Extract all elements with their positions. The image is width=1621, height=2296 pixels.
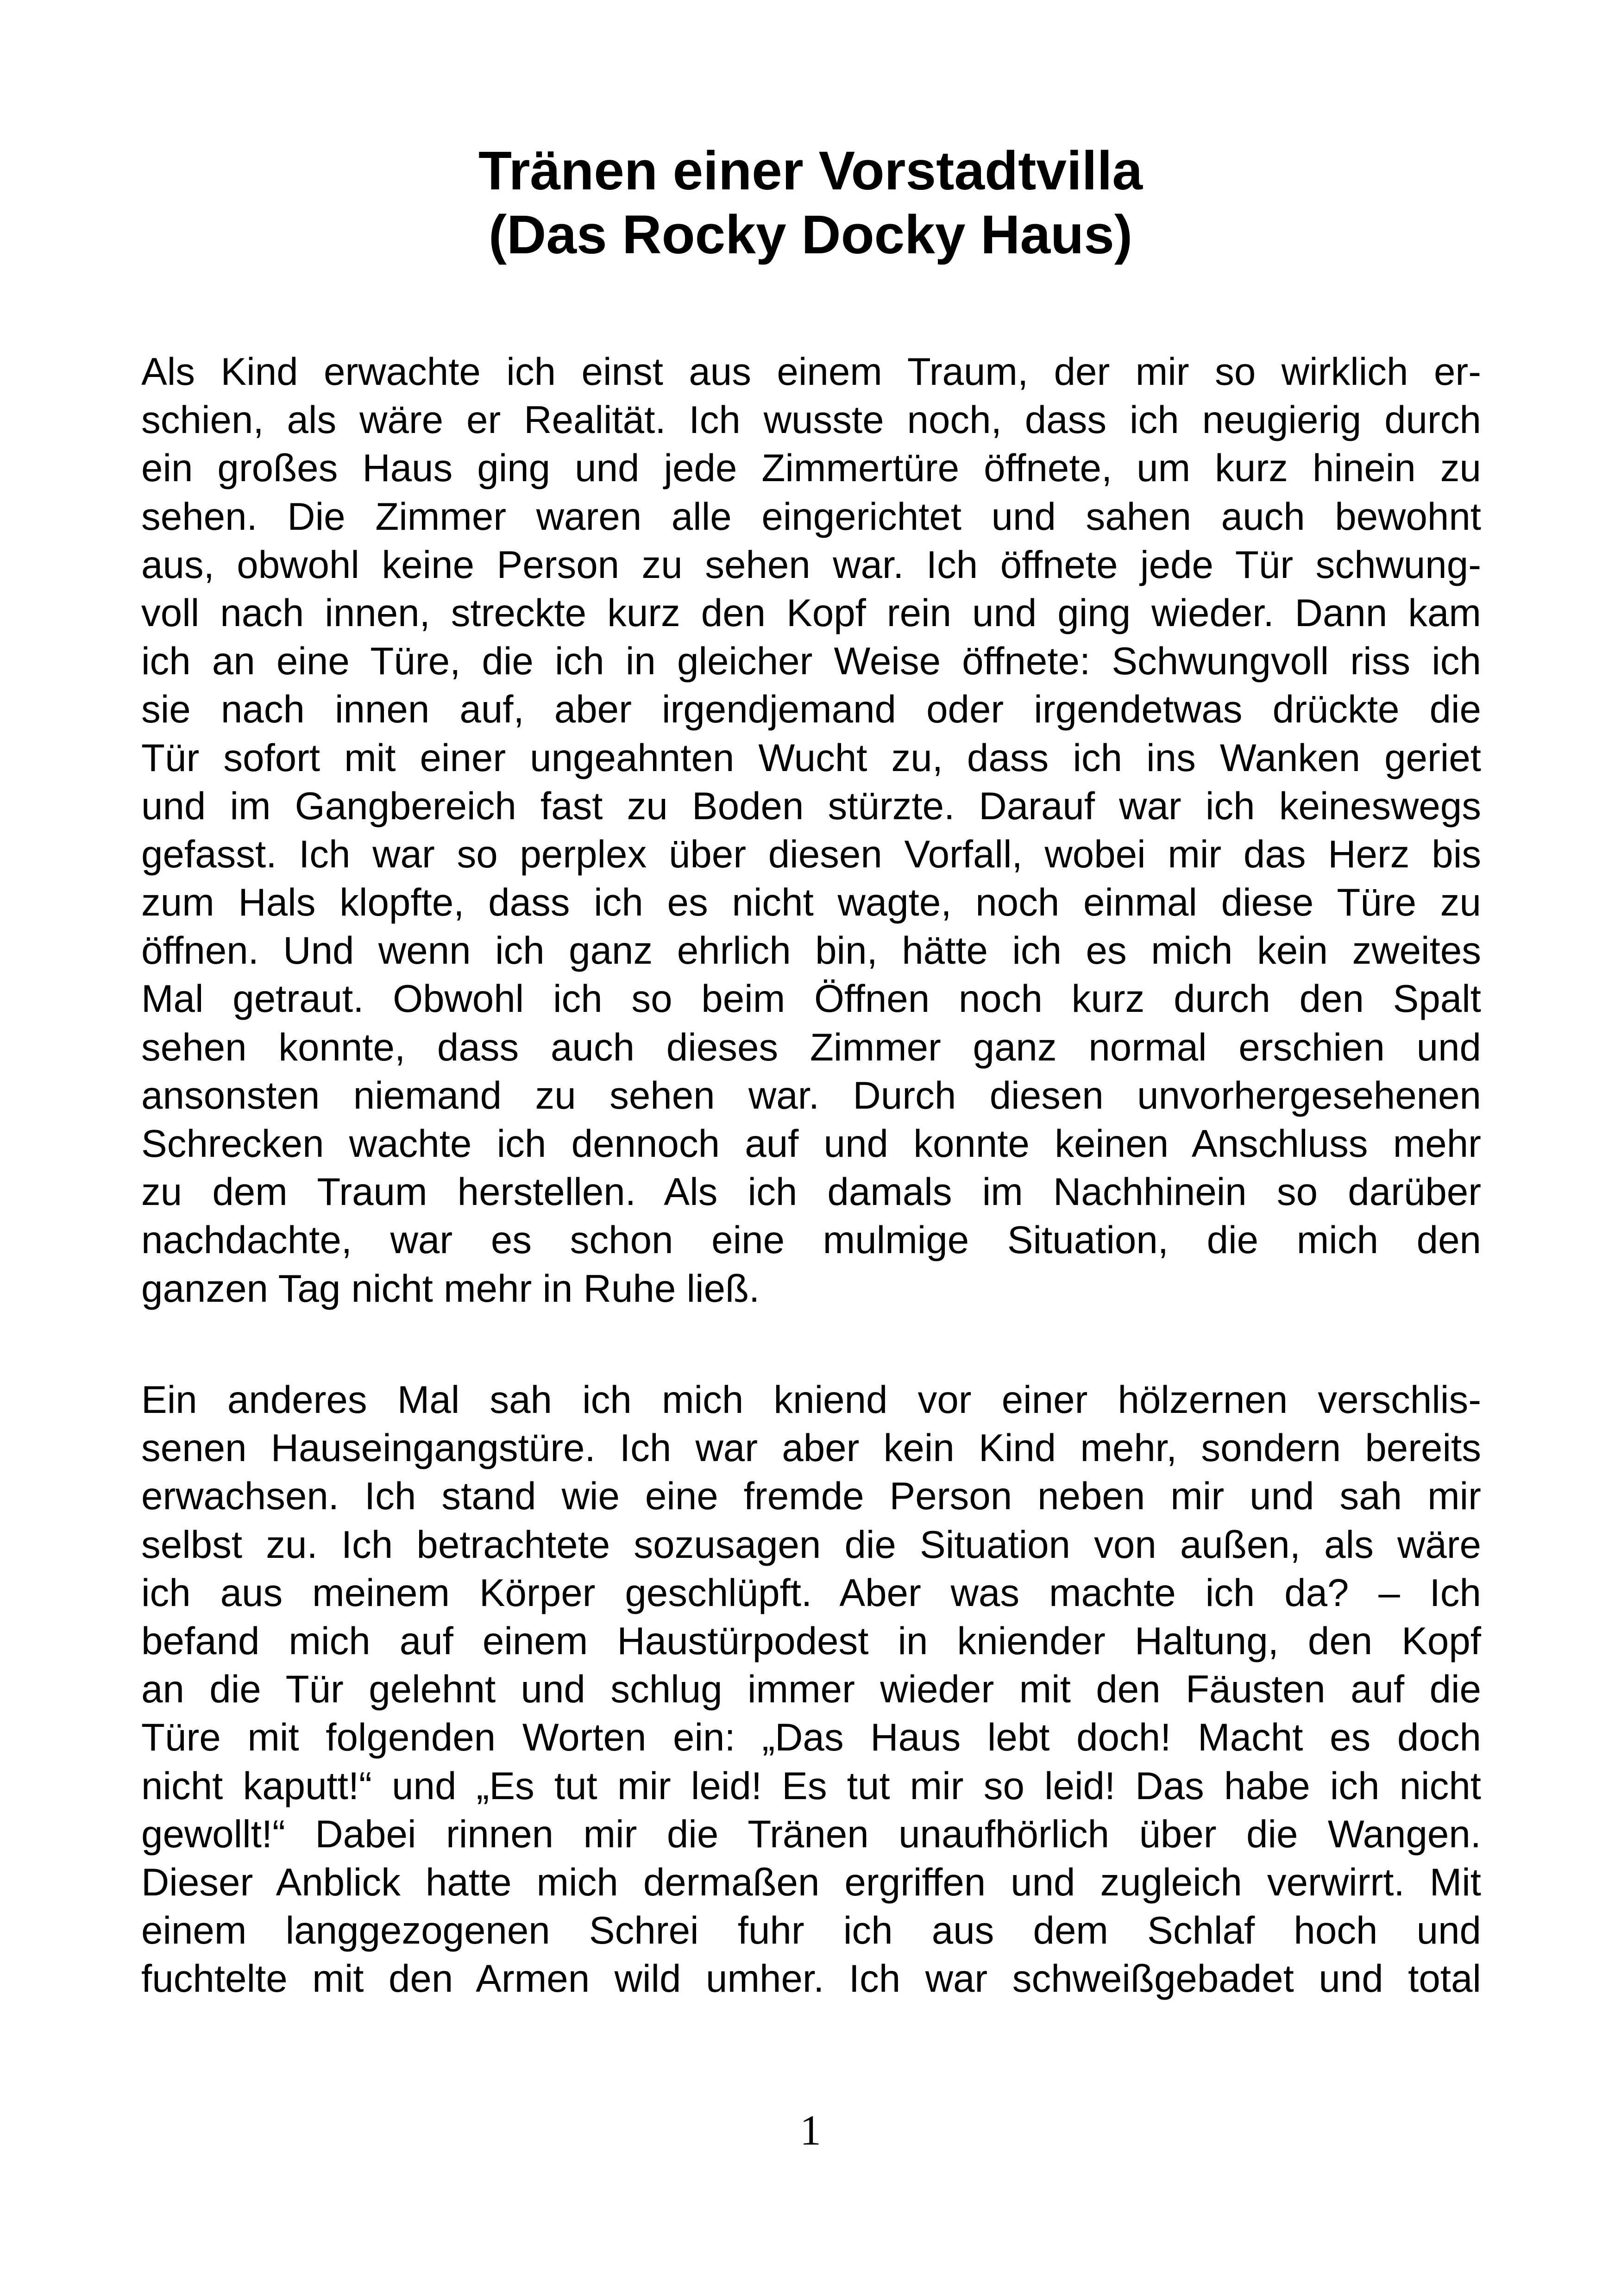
title-subtitle: (Das Rocky Docky Haus) — [488, 204, 1133, 265]
text-line: gewollt!“ Dabei rinnen mir die Tränen unaufhörlich über die Wangen. — [141, 1812, 1481, 1856]
text-line: sie nach innen auf, aber irgendjemand oder irgendetwas drückte die — [141, 687, 1481, 731]
text-line: gefasst. Ich war so perplex über diesen Vorfall, wobei mir das Herz bis — [141, 832, 1481, 876]
text-line: und im Gangbereich fast zu Boden stürzte. Darauf war ich keineswegs — [141, 784, 1481, 828]
text-line: selbst zu. Ich betrachtete sozusagen die Situation von außen, als wäre — [141, 1522, 1481, 1566]
page-number: 1 — [800, 2107, 821, 2154]
text-line: senen Hauseingangstüre. Ich war aber kein Kind mehr, sondern bereits — [141, 1426, 1481, 1470]
text-line: zum Hals klopfte, dass ich es nicht wagte, noch einmal diese Türe zu — [141, 880, 1481, 924]
text-line: zu dem Traum herstellen. Als ich damals im Nachhinein so darüber — [141, 1170, 1481, 1214]
text-line: Tür sofort mit einer ungeahnten Wucht zu, dass ich ins Wanken geriet — [141, 735, 1481, 779]
text-line: Mal getraut. Obwohl ich so beim Öffnen noch kurz durch den Spalt — [141, 977, 1481, 1021]
text-line: fuchtelte mit den Armen wild umher. Ich war schweißgebadet und total — [141, 1957, 1481, 2001]
text-line: Türe mit folgenden Worten ein: „Das Haus lebt doch! Macht es doch — [141, 1715, 1481, 1759]
text-line: ich aus meinem Körper geschlüpft. Aber was machte ich da? – Ich — [141, 1570, 1481, 1614]
paragraph-2 — [141, 1375, 1481, 2002]
text-line: ein großes Haus ging und jede Zimmertüre öffnete, um kurz hinein zu — [141, 446, 1481, 490]
text-line: befand mich auf einem Haustürpodest in kniender Haltung, den Kopf — [141, 1618, 1481, 1662]
text-line: Dieser Anblick hatte mich dermaßen ergriffen und zugleich verwirrt. Mit — [141, 1860, 1481, 1904]
text-line: einem langgezogenen Schrei fuhr ich aus dem Schlaf hoch und — [141, 1908, 1481, 1952]
text-line: ich an eine Türe, die ich in gleicher Weise öffnete: Schwungvoll riss ich — [141, 639, 1481, 683]
text-line: voll nach innen, streckte kurz den Kopf rein und ging wieder. Dann kam — [141, 590, 1481, 634]
text-line: ganzen Tag nicht mehr in Ruhe ließ. — [141, 1266, 760, 1310]
text-line: an die Tür gelehnt und schlug immer wieder mit den Fäusten auf die — [141, 1667, 1481, 1711]
text-line: öffnen. Und wenn ich ganz ehrlich bin, hätte ich es mich kein zweites — [141, 928, 1481, 972]
paragraph-1 — [141, 347, 1481, 1312]
text-line: nicht kaputt!“ und „Es tut mir leid! Es tut mir so leid! Das habe ich nicht — [141, 1763, 1481, 1807]
text-line: Als Kind erwachte ich einst aus einem Traum, der mir so wirklich er- — [141, 350, 1481, 393]
text-line: ansonsten niemand zu sehen war. Durch diesen unvorhergesehenen — [141, 1073, 1481, 1117]
document-title — [139, 139, 1482, 267]
text-line: erwachsen. Ich stand wie eine fremde Person neben mir und sah mir — [141, 1474, 1481, 1518]
text-line: sehen. Die Zimmer waren alle eingerichtet und sahen auch bewohnt — [141, 494, 1481, 538]
text-line: Ein anderes Mal sah ich mich kniend vor einer hölzernen verschlis- — [141, 1378, 1481, 1421]
text-line: aus, obwohl keine Person zu sehen war. Ich öffnete jede Tür schwung- — [141, 542, 1481, 586]
text-line: sehen konnte, dass auch dieses Zimmer ganz normal erschien und — [141, 1025, 1481, 1069]
title-main: Tränen einer Vorstadtvilla — [478, 140, 1143, 201]
text-line: Schrecken wachte ich dennoch auf und konnte keinen Anschluss mehr — [141, 1122, 1481, 1165]
text-line: schien, als wäre er Realität. Ich wusste noch, dass ich neugierig durch — [141, 398, 1481, 442]
text-line: nachdachte, war es schon eine mulmige Situation, die mich den — [141, 1218, 1481, 1262]
